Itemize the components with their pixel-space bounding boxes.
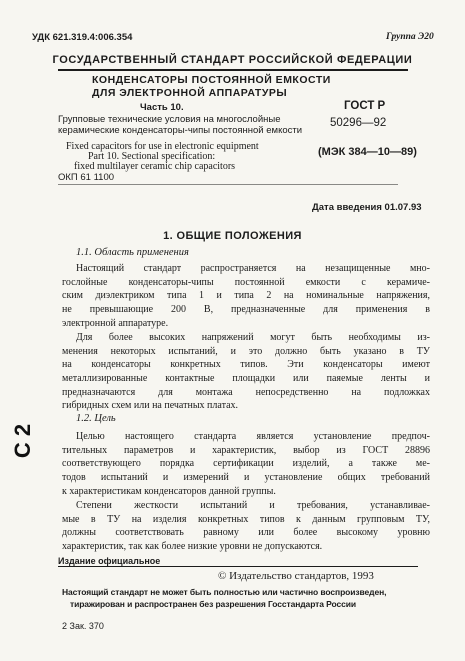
paragraph-line: менения некоторых испытаний, и это должно быть указано в ТУ [62, 345, 430, 357]
effective-date: Дата введения 01.07.93 [312, 202, 422, 213]
title-line-2: ДЛЯ ЭЛЕКТРОННОЙ АППАРАТУРЫ [92, 87, 288, 99]
state-standard-heading: ГОСУДАРСТВЕННЫЙ СТАНДАРТ РОССИЙСКОЙ ФЕДЕРАЦИИ [52, 54, 413, 66]
paragraph-line: к характеристикам конденсаторов данной группы. [62, 485, 276, 497]
paragraph-line: тодов испытаний и измерений и установление общих требований [62, 472, 430, 484]
print-order-number: 2 Зак. 370 [62, 621, 104, 631]
iec-number: (МЭК 384—10—89) [318, 146, 417, 158]
reproduction-notice-2: тиражирован и распространен без разрешения Госстандарта России [70, 599, 356, 609]
paragraph-line: не превышающие 200 В, предназначенные для применения в [62, 304, 430, 316]
paragraph-line: гослойные конденсаторы-чипы постоянной емкости с керамиче- [62, 276, 430, 288]
paragraph-line: характеристик, так как более низкие уровни не допускаются. [62, 541, 323, 553]
paragraph-line: Настоящий стандарт распространяется на незащищенные мно- [76, 263, 430, 274]
part-number: Часть 10. [140, 102, 184, 113]
group-code: Группа Э20 [386, 32, 434, 42]
paragraph-4 [62, 499, 430, 554]
udc-code: УДК 621.319.4:006.354 [32, 32, 133, 43]
header-rule [58, 69, 408, 71]
title-line-1: КОНДЕНСАТОРЫ ПОСТОЯННОЙ ЕМКОСТИ [92, 74, 331, 86]
gost-label: ГОСТ Р [344, 100, 386, 112]
paragraph-line: должны соответствовать равному или более высокому уровню [62, 527, 430, 539]
paragraph-line: на конденсаторы конкретных типов. Эти конденсаторы имеют [62, 359, 430, 371]
paragraph-line: мые в ТУ на изделия конкретных типов к данным групповым ТУ, [62, 513, 430, 525]
official-edition: Издание официальное [58, 556, 161, 566]
reproduction-notice-1: Настоящий стандарт не может быть полностью или частично воспроизведен, [62, 587, 387, 597]
paragraph-line: предназначаются для монтажа непосредственно на подложках [62, 386, 430, 398]
paragraph-2 [62, 331, 430, 413]
okp-code: ОКП 61 1100 [58, 172, 115, 183]
gost-number: 50296—92 [330, 117, 387, 129]
paragraph-line: металлизированные контактные площадки или паяемые ленты и [62, 373, 430, 385]
paragraph-line: тительных параметров и характеристик, выбор из ГОСТ 28896 [62, 444, 430, 456]
clause-1-2-text: 1.2. Цель [76, 413, 116, 424]
paragraph-line: Для более высоких напряжений могут быть необходимы из- [76, 332, 430, 343]
clause-1-1 [76, 247, 189, 258]
paragraph-line: гибридных схем или на печатных платах. [62, 400, 239, 412]
subtitle-ru-1: Групповые технические условия на многослойные [58, 114, 281, 125]
paragraph-line: соответствующего порядка сертификации изделий, а также ме- [62, 458, 430, 470]
paragraph-line: Степени жесткости испытаний и требования, устанавливае- [76, 500, 430, 511]
paragraph-line: Целью настоящего стандарта является установление предпоч- [76, 431, 430, 442]
margin-mark [6, 423, 36, 459]
copyright: © Издательство стандартов, 1993 [218, 570, 374, 582]
paragraph-3 [62, 430, 430, 498]
clause-1-1-text: 1.1. Область применения [76, 247, 189, 258]
section-title: 1. ОБЩИЕ ПОЛОЖЕНИЯ [163, 230, 302, 242]
footer-rule [58, 566, 418, 567]
subtitle-ru-2: керамические конденсаторы-чипы постоянной емкости [58, 125, 303, 136]
subtitle-en-1: Fixed capacitors for use in electronic equipment [66, 141, 259, 152]
margin-mark-text: С 2 [10, 423, 36, 459]
subtitle-en-3: fixed multilayer ceramic chip capacitors [74, 161, 236, 172]
clause-1-2 [76, 413, 116, 424]
paragraph-line: электронной аппаратуре. [62, 317, 169, 329]
subtitle-en-2: Part 10. Sectional specification: [88, 151, 216, 162]
paragraph-line: ским диэлектриком типа 1 и типа 2 на номинальные напряжения, [62, 290, 430, 302]
okp-rule [58, 184, 398, 185]
paragraph-1 [62, 262, 430, 330]
